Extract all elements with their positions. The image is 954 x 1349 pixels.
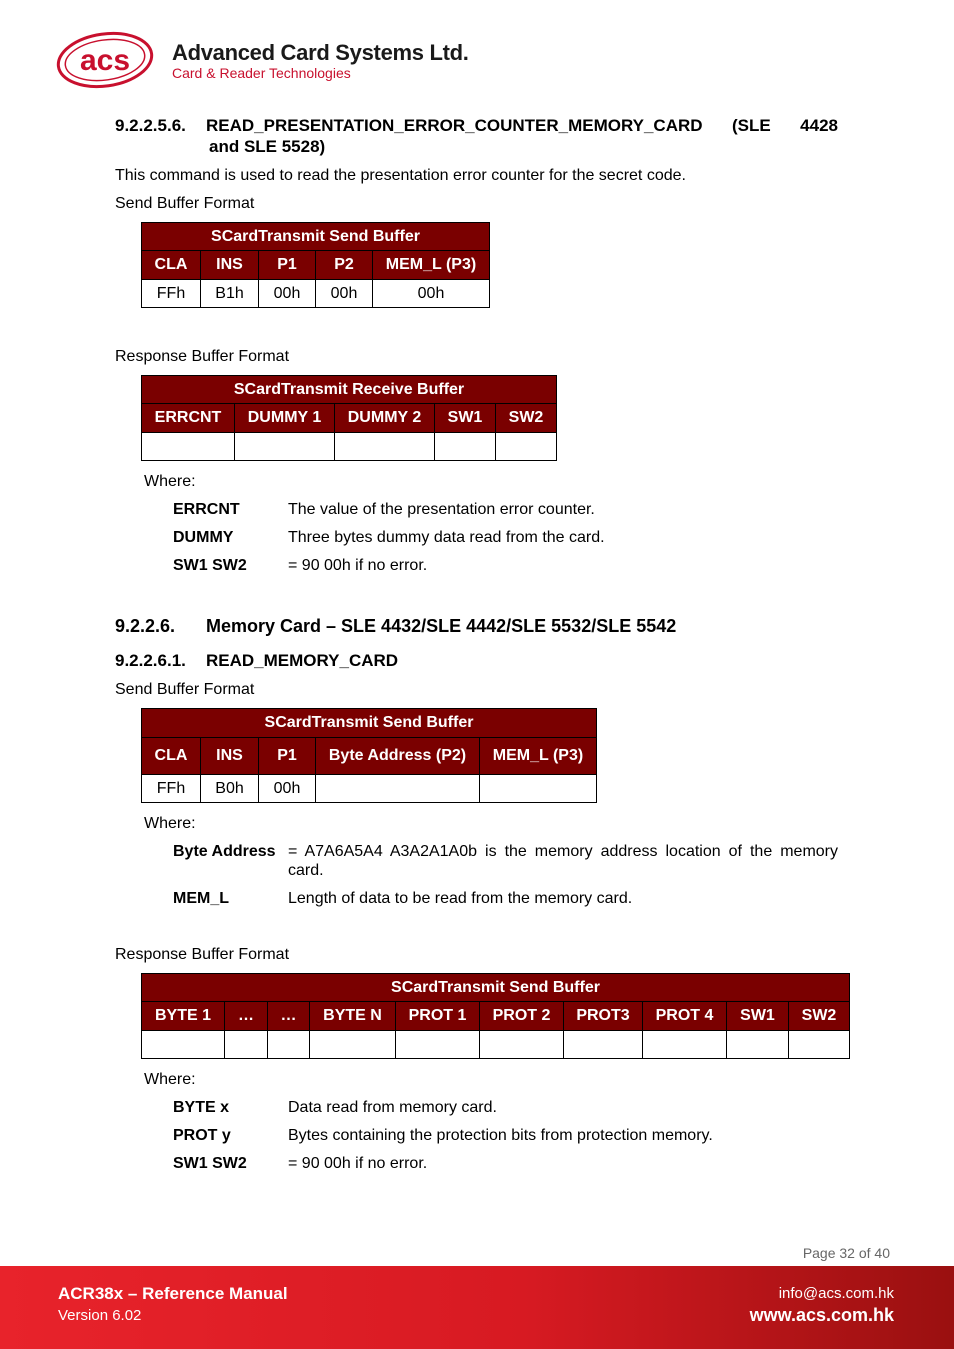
def-desc: Bytes containing the protection bits from protection memory. (288, 1127, 713, 1144)
section-title: READ_MEMORY_CARD (206, 651, 399, 670)
table-title: SCardTransmit Receive Buffer (142, 376, 557, 404)
where-label: Where: (144, 473, 196, 490)
table-cell (480, 775, 597, 803)
col-header: SW1 (435, 404, 496, 433)
col-header: CLA (142, 251, 201, 280)
col-header: PROT 2 (480, 1002, 564, 1031)
def-desc: = 90 00h if no error. (288, 1155, 428, 1172)
col-header: PROT 4 (643, 1002, 727, 1031)
col-header: DUMMY 1 (235, 404, 335, 433)
table-cell (727, 1031, 789, 1059)
company-tagline: Card & Reader Technologies (172, 65, 351, 81)
col-header: P1 (259, 738, 316, 775)
table-cell (496, 433, 557, 461)
def-term: ERRCNT (173, 501, 240, 518)
table-cell (142, 433, 235, 461)
table-cell: 00h (373, 280, 490, 308)
def-term: SW1 SW2 (173, 1155, 247, 1172)
section-number: 9.2.2.5.6. (115, 116, 186, 135)
logo-text: acs (79, 44, 131, 77)
col-header: SW1 (727, 1002, 789, 1031)
footer-email[interactable]: info@acs.com.hk (778, 1285, 894, 1302)
def-desc: Three bytes dummy data read from the card. (288, 529, 605, 546)
send-buffer-label: Send Buffer Format (115, 195, 255, 212)
footer-bar (0, 1266, 954, 1349)
section-number: 9.2.2.6.1. (115, 651, 186, 670)
where-label: Where: (144, 815, 196, 832)
table-cell (789, 1031, 850, 1059)
def-term: DUMMY (173, 529, 234, 546)
def-term: MEM_L (173, 890, 229, 907)
col-header: BYTE N (310, 1002, 396, 1031)
table-row (142, 280, 490, 308)
table-row (142, 775, 597, 803)
def-term: Byte Address (173, 843, 276, 860)
response-buffer-table (141, 973, 850, 1059)
col-header: P1 (259, 251, 316, 280)
table-cell (564, 1031, 643, 1059)
col-header: … (225, 1002, 268, 1031)
col-header: MEM_L (P3) (480, 738, 597, 775)
company-name: Advanced Card Systems Ltd. (172, 40, 469, 65)
def-desc: = 90 00h if no error. (288, 557, 428, 574)
col-header: ERRCNT (142, 404, 235, 433)
col-header: CLA (142, 738, 201, 775)
table-row (142, 433, 557, 461)
col-header: BYTE 1 (142, 1002, 225, 1031)
table-cell: FFh (142, 775, 201, 803)
response-buffer-label: Response Buffer Format (115, 946, 290, 963)
def-desc: Length of data to be read from the memory card. (288, 890, 633, 907)
col-header: MEM_L (P3) (373, 251, 490, 280)
col-header: PROT 1 (396, 1002, 480, 1031)
def-desc: Data read from memory card. (288, 1099, 497, 1116)
def-desc: The value of the presentation error counter. (288, 501, 595, 518)
section-title-cont: and SLE 5528) (209, 137, 326, 156)
section-title: READ_PRESENTATION_ERROR_COUNTER_MEMORY_CARD (SLE 4428 (206, 116, 838, 135)
col-header: P2 (316, 251, 373, 280)
table-cell (310, 1031, 396, 1059)
col-header: INS (201, 738, 259, 775)
footer-website[interactable]: www.acs.com.hk (749, 1305, 894, 1325)
receive-buffer-table (141, 375, 557, 461)
table-cell: 00h (316, 280, 373, 308)
section-number: 9.2.2.6. (115, 616, 176, 636)
col-header: … (268, 1002, 310, 1031)
doc-version: Version 6.02 (58, 1307, 142, 1324)
table-title: SCardTransmit Send Buffer (142, 223, 490, 251)
table-title: SCardTransmit Send Buffer (142, 709, 597, 738)
col-header: DUMMY 2 (335, 404, 435, 433)
table-cell (643, 1031, 727, 1059)
col-header: SW2 (496, 404, 557, 433)
col-header: INS (201, 251, 259, 280)
response-buffer-label: Response Buffer Format (115, 348, 290, 365)
send-buffer-table (141, 708, 597, 803)
table-cell (316, 775, 480, 803)
table-cell (225, 1031, 268, 1059)
table-cell (235, 433, 335, 461)
send-buffer-label: Send Buffer Format (115, 681, 255, 698)
table-cell (480, 1031, 564, 1059)
table-cell: 00h (259, 280, 316, 308)
where-label: Where: (144, 1071, 196, 1088)
table-cell: B1h (201, 280, 259, 308)
section-title: Memory Card – SLE 4432/SLE 4442/SLE 5532/SLE 5542 (206, 616, 677, 636)
def-term: PROT y (173, 1127, 231, 1144)
send-buffer-table (141, 222, 490, 308)
def-term: BYTE x (173, 1099, 230, 1116)
table-cell (268, 1031, 310, 1059)
table-cell: FFh (142, 280, 201, 308)
acs-logo (55, 30, 155, 90)
col-header: PROT3 (564, 1002, 643, 1031)
col-header: Byte Address (P2) (316, 738, 480, 775)
section-description: This command is used to read the presentation error counter for the secret code. (115, 167, 686, 184)
table-cell (435, 433, 496, 461)
table-cell (335, 433, 435, 461)
table-cell (396, 1031, 480, 1059)
table-title: SCardTransmit Send Buffer (142, 974, 850, 1002)
doc-title: ACR38x – Reference Manual (58, 1284, 288, 1303)
col-header: SW2 (789, 1002, 850, 1031)
table-cell (142, 1031, 225, 1059)
table-cell: 00h (259, 775, 316, 803)
table-row (142, 1031, 850, 1059)
page-number: Page 32 of 40 (802, 1245, 890, 1261)
def-term: SW1 SW2 (173, 557, 247, 574)
def-desc: = A7A6A5A4 A3A2A1A0b is the memory address location of the memory card. (288, 843, 838, 879)
table-cell: B0h (201, 775, 259, 803)
